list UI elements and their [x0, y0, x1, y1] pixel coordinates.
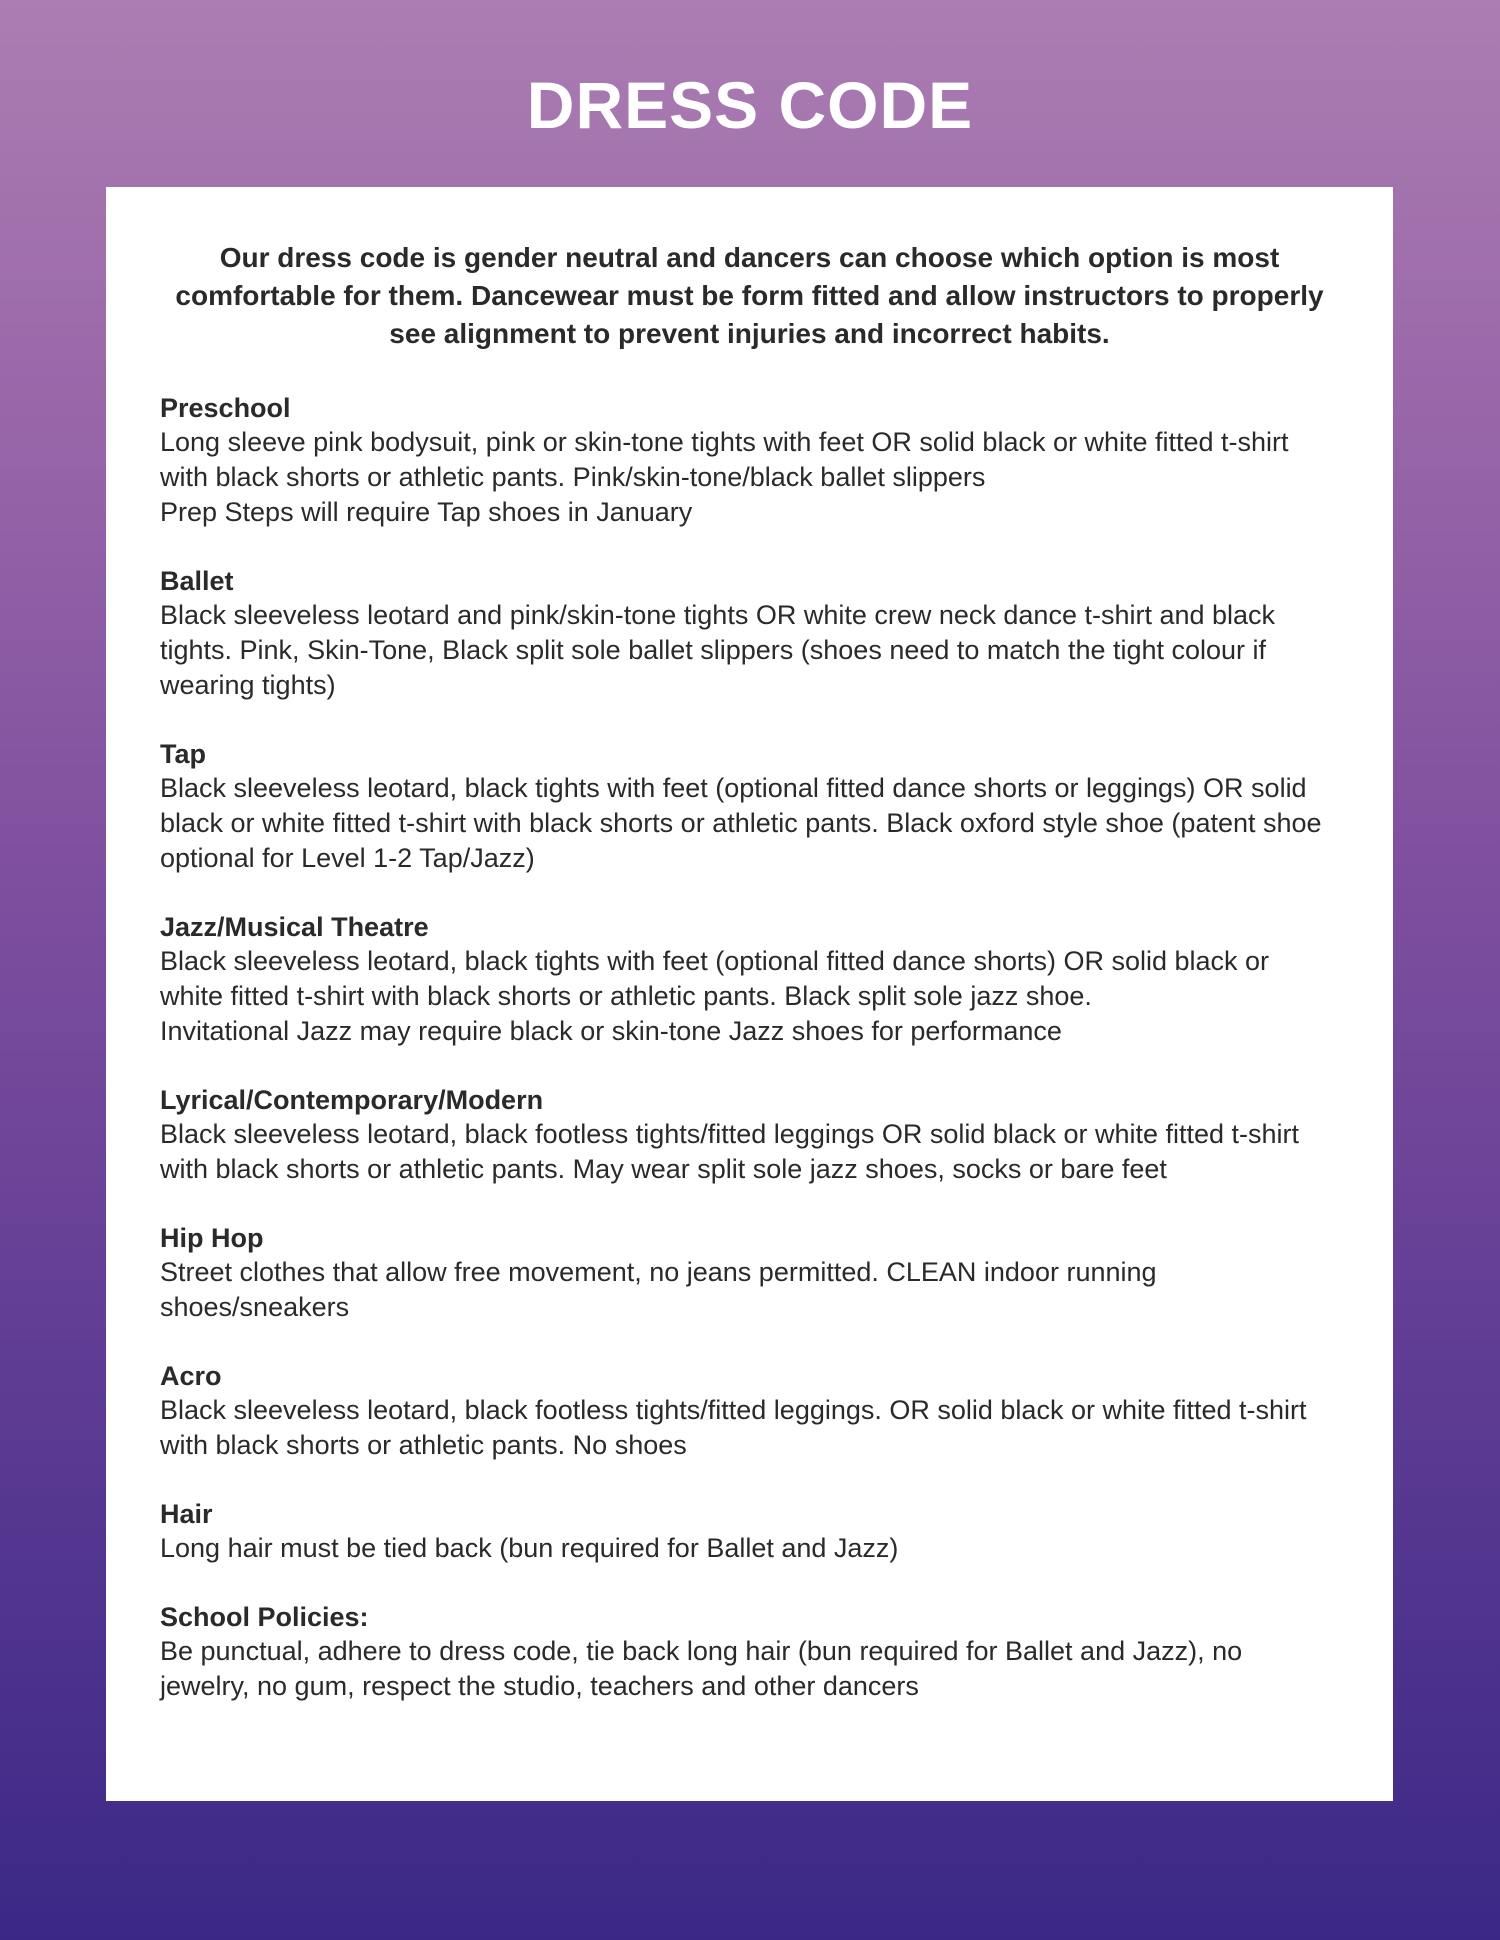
section-body: Black sleeveless leotard, black footless tights/fitted leggings. OR solid black or white fitted t-shirt with black shorts or athletic pants. No shoes	[160, 1395, 1307, 1460]
section-hip-hop	[160, 1221, 1339, 1325]
dress-code-card	[106, 187, 1393, 1801]
intro-paragraph: Our dress code is gender neutral and dancers can choose which option is most comfortable for them. Dancewear must be form fitted and allow instructors to properly see alignment to prevent injuries and incorrect habits.	[175, 242, 1324, 349]
section-body: Long sleeve pink bodysuit, pink or skin-tone tights with feet OR solid black or white fitted t-shirt with black shorts or athletic pants. Pink/skin-tone/black ballet slippers Prep Steps will require Tap shoes in January	[160, 427, 1289, 527]
section-lyrical-contemporary-modern	[160, 1083, 1339, 1187]
section-body: Long hair must be tied back (bun required for Ballet and Jazz)	[160, 1533, 899, 1563]
section-school-policies	[160, 1600, 1339, 1704]
section-heading: School Policies:	[160, 1602, 369, 1632]
section-heading: Hip Hop	[160, 1223, 264, 1253]
section-jazz-musical-theatre	[160, 910, 1339, 1049]
page-title: DRESS CODE	[526, 68, 974, 142]
section-heading: Ballet	[160, 566, 234, 596]
section-body: Street clothes that allow free movement, no jeans permitted. CLEAN indoor running shoes/sneakers	[160, 1257, 1157, 1322]
section-body: Black sleeveless leotard and pink/skin-tone tights OR white crew neck dance t-shirt and black tights. Pink, Skin-Tone, Black split sole ballet slippers (shoes need to match the tight colour if wearing tights)	[160, 600, 1276, 700]
section-heading: Lyrical/Contemporary/Modern	[160, 1085, 544, 1115]
section-ballet	[160, 564, 1339, 703]
section-heading: Preschool	[160, 393, 291, 423]
section-body: Black sleeveless leotard, black footless tights/fitted leggings OR solid black or white fitted t-shirt with black shorts or athletic pants. May wear split sole jazz shoes, socks or bare feet	[160, 1119, 1300, 1184]
section-tap	[160, 737, 1339, 876]
section-heading: Hair	[160, 1499, 213, 1529]
section-preschool	[160, 391, 1339, 530]
section-hair	[160, 1497, 1339, 1566]
section-body: Black sleeveless leotard, black tights with feet (optional fitted dance shorts or leggings) OR solid black or white fitted t-shirt with black shorts or athletic pants. Black oxford style shoe (patent shoe optional for Level 1-2 Tap/Jazz)	[160, 773, 1322, 873]
section-heading: Jazz/Musical Theatre	[160, 912, 429, 942]
section-heading: Acro	[160, 1361, 222, 1391]
section-body: Black sleeveless leotard, black tights with feet (optional fitted dance shorts) OR solid black or white fitted t-shirt with black shorts or athletic pants. Black split sole jazz shoe. Invitational Jazz may require black or skin-tone Jazz shoes for performance	[160, 946, 1270, 1046]
section-acro	[160, 1359, 1339, 1463]
section-body: Be punctual, adhere to dress code, tie back long hair (bun required for Ballet and Jazz), no jewelry, no gum, respect the studio, teachers and other dancers	[160, 1636, 1243, 1701]
section-heading: Tap	[160, 739, 206, 769]
